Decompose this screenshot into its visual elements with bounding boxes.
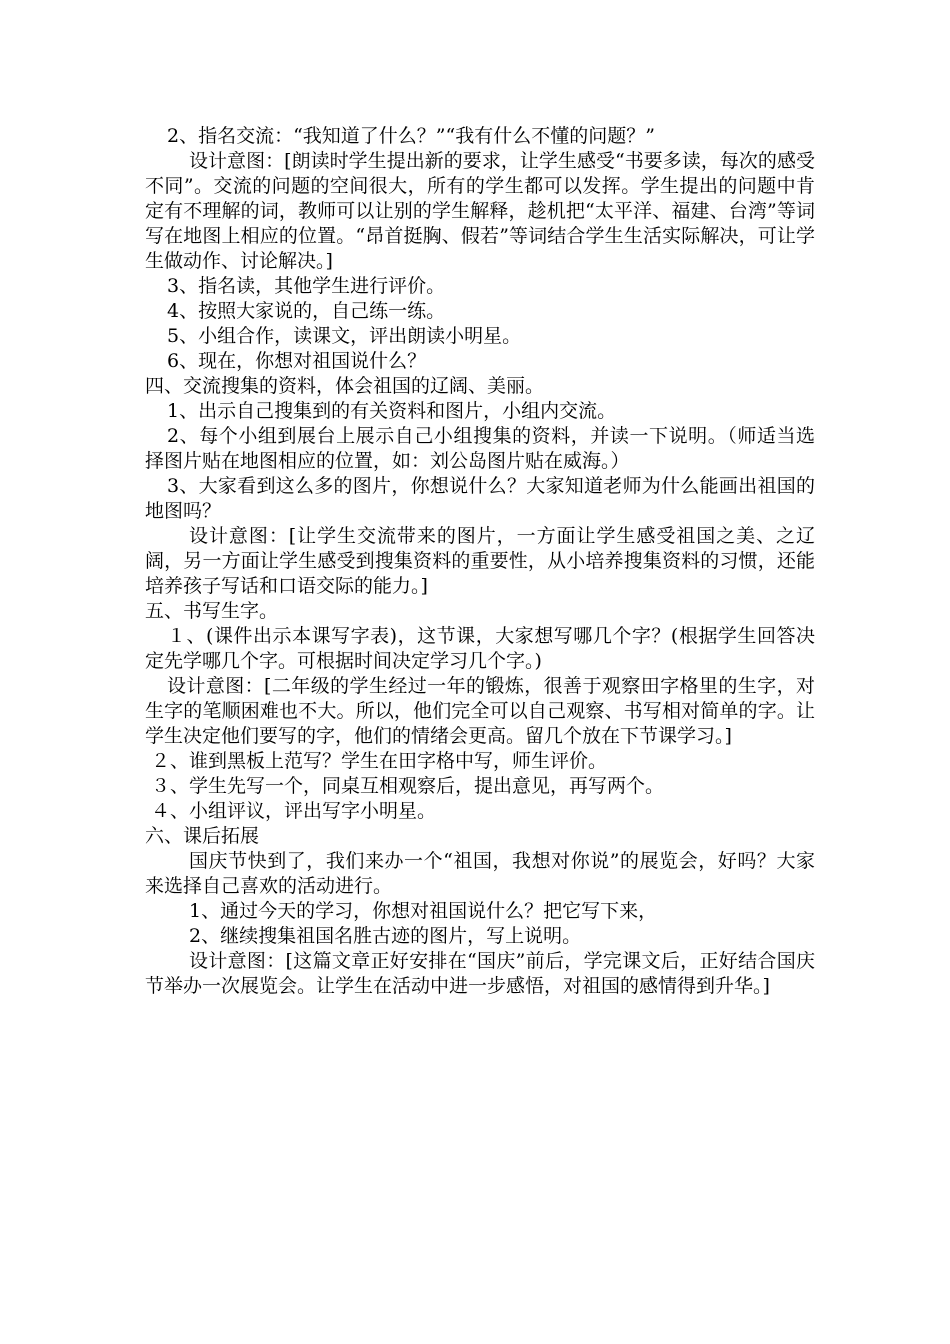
paragraph: 国庆节快到了，我们来办一个“祖国，我想对你说”的展览会，好吗？大家来选择自己喜欢的活动进行。 xyxy=(145,850,815,897)
paragraph: 2、继续搜集祖国名胜古迹的图片，写上说明。 xyxy=(189,925,582,947)
paragraph: 六、课后拓展 xyxy=(145,825,260,847)
paragraph: 设计意图：[这篇文章正好安排在“国庆”前后，学完课文后，正好结合国庆节举办一次展览会。让学生在活动中进一步感悟，对祖国的感情得到升华。] xyxy=(145,950,815,997)
paragraph: 设计意图：[让学生交流带来的图片，一方面让学生感受祖国之美、之辽阔，另一方面让学生感受到搜集资料的重要性，从小培养搜集资料的习惯，还能培养孩子写话和口语交际的能力。] xyxy=(145,525,815,597)
paragraph: ４、小组评议，评出写字小明星。 xyxy=(151,800,437,822)
paragraph: 设计意图：[朗读时学生提出新的要求，让学生感受“书要多读，每次的感受不同”。交流的问题的空间很大，所有的学生都可以发挥。学生提出的问题中肯定有不理解的词，教师可以让别的学生解释，趁机把“太平洋、福建、台湾”等词写在地图上相应的位置。“昂首挺胸、假若”等词结合学生生活实际解决，可让学生做动作、讨论解决。] xyxy=(145,150,815,272)
paragraph: 4、按照大家说的，自己练一练。 xyxy=(167,300,446,322)
paragraph: 五、书写生字。 xyxy=(145,600,279,622)
paragraph: 5、小组合作，读课文，评出朗读小明星。 xyxy=(167,325,522,347)
paragraph: 2、每个小组到展台上展示自己小组搜集的资料，并读一下说明。（师适当选择图片贴在地图相应的位置，如：刘公岛图片贴在威海。） xyxy=(145,425,815,472)
paragraph: 1、通过今天的学习，你想对祖国说什么？把它写下来， xyxy=(189,900,658,922)
paragraph: ３、学生先写一个，同桌互相观察后，提出意见，再写两个。 xyxy=(151,775,665,797)
paragraph: 3、指名读，其他学生进行评价。 xyxy=(167,275,446,297)
paragraph: 设计意图：[二年级的学生经过一年的锻炼，很善于观察田字格里的生字，对生字的笔顺困难也不大。所以，他们完全可以自己观察、书写相对简单的字。让学生决定他们要写的字，他们的情绪会更高。留几个放在下节课学习。] xyxy=(145,675,815,747)
document-body xyxy=(145,124,815,999)
paragraph: 3、大家看到这么多的图片，你想说什么？大家知道老师为什么能画出祖国的地图吗？ xyxy=(145,475,815,522)
paragraph: 四、交流搜集的资料，体会祖国的辽阔、美丽。 xyxy=(145,375,545,397)
paragraph: 1、出示自己搜集到的有关资料和图片，小组内交流。 xyxy=(167,400,617,422)
paragraph: １、(课件出示本课写字表)，这节课，大家想写哪几个字？(根据学生回答决定先学哪几个字。可根据时间决定学习几个字。) xyxy=(145,625,815,672)
paragraph: 2、指名交流：“我知道了什么？”“我有什么不懂的问题？” xyxy=(167,125,655,147)
paragraph: ２、谁到黑板上范写？学生在田字格中写，师生评价。 xyxy=(151,750,608,772)
paragraph: 6、现在，你想对祖国说什么？ xyxy=(167,350,427,372)
